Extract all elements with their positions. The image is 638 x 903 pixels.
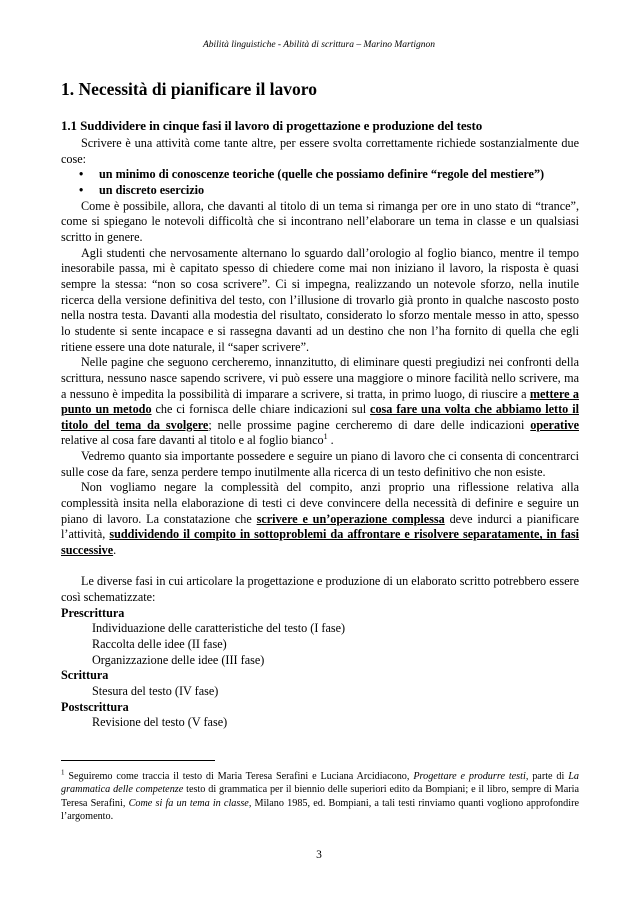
p6-text: Non vogliamo negare la complessità del compito, anzi proprio una riflessione relativa alla complessità insita nella elaborazione di testi ci deve convincere della necessità di definire e seguire un piano di lavoro. La constatazione che [61, 480, 579, 526]
footnote-text: testo di grammatica per il biennio delle superiori edito da Bompiani; e il libro, sempre di Maria Teresa Serafini, [61, 784, 579, 809]
phase-item: Individuazione delle caratteristiche del testo (I fase) [92, 621, 346, 636]
paragraph-6 [61, 480, 579, 558]
p4-emphasis-method: mettere a punto un metodo [61, 386, 579, 417]
paragraph-1: Scrivere è una attività come tante altre, per essere svolta correttamente richiede sostanzialmente due cose: [61, 136, 579, 166]
phase-heading-postscrittura: Postscrittura [61, 699, 129, 714]
body-text [61, 136, 579, 731]
p6-emphasis-complex: scrivere e un’operazione complessa [256, 511, 445, 526]
phase-item: Stesura del testo (IV fase) [92, 683, 219, 698]
footnote-text: , Milano 1985, ed. Bompiani, a tali testi rinviamo quanti vogliono approfondire l’argomento. [61, 797, 579, 823]
p6-text: deve indurci a pianificare l’attività, [61, 511, 579, 542]
page-number: 3 [316, 849, 322, 861]
phase-item: Raccolta delle idee (II fase) [92, 636, 227, 651]
phases-outline [61, 606, 579, 731]
p4-text: relative al cosa fare davanti al titolo e al foglio bianco [61, 433, 324, 448]
p4-text: che ci fornisca delle chiare indicazioni sul [151, 402, 371, 417]
p4-text: . [327, 433, 334, 448]
paragraph-2: Come è possibile, allora, che davanti al titolo di un tema si rimanga per ore in uno stato di “trance”, come si spiegano le notevoli difficoltà che si incontrano nell’elaborare un tema in classe e un qualsiasi scritto in genere. [61, 198, 579, 244]
paragraph-7: Le diverse fasi in cui articolare la progettazione e produzione di un elaborato scritto potrebbero essere così schematizzate: [61, 574, 579, 604]
spacer [61, 559, 579, 575]
bullet-text: un discreto esercizio [99, 182, 205, 197]
bullet-icon: • [79, 182, 84, 197]
bullet-text: un minimo di conoscenze teoriche (quelle che possiamo definire “regole del mestiere”) [99, 167, 545, 182]
paragraph-4 [61, 355, 579, 449]
phase-item: Organizzazione delle idee (III fase) [92, 652, 265, 667]
footnote-title: Progettare e produrre testi [413, 771, 526, 782]
bullet-icon: • [79, 167, 84, 182]
p6-text: . [113, 543, 117, 558]
p4-text: ; nelle prossime pagine cercheremo di dare delle indicazioni [208, 417, 531, 432]
footnote-number: 1 [61, 768, 65, 777]
paragraph-5: Vedremo quanto sia importante possedere e seguire un piano di lavoro che ci consenta di concentrarci sulle cose da fare, senza perdere tempo inutilmente alla ricerca di un testo definitivo che non esiste. [61, 449, 579, 479]
bullet-list [61, 167, 579, 198]
footnote-ref[interactable]: 1 [323, 432, 328, 442]
footnote-divider [61, 760, 215, 761]
chapter-title: 1. Necessità di pianificare il lavoro [61, 79, 317, 99]
paragraph-3: Agli studenti che nervosamente alternano lo sguardo dall’orologio al foglio bianco, mentre il tempo inesorabile passa, mi è capitato spesso di chiedere come mai non iniziano il lavoro, la risposta è quasi sempre la stessa: “non so cosa scrivere”. Ci si impegna, realizzando un notevole sforzo, nella inutile ricerca della versione definitiva del testo, con l’illusione di trovarlo già pronto in qualche nascosto posto nella nostra testa. Davanti alla modestia del risultato, considerato lo sforzo mentale messo in atto, spesso lo studente si sente incapace e si rassegna davanti ad un destino che non l’ha fornito di quella che egli ritiene essere una dote naturale, il “saper scrivere”. [61, 245, 579, 354]
p4-emphasis-operative: operative [530, 417, 579, 432]
bullet-item [61, 183, 579, 199]
phase-item: Revisione del testo (V fase) [92, 715, 228, 730]
footnote-title: La grammatica delle competenze [61, 771, 579, 796]
section-title: 1.1 Suddividere in cinque fasi il lavoro di progettazione e produzione del testo [61, 118, 483, 133]
footnote-text: Seguiremo come traccia il testo di Maria Teresa Serafini e Luciana Arcidiacono, [64, 771, 414, 782]
p4-emphasis-what-to-do: cosa fare una volta che abbiamo letto il titolo del tema da svolgere [61, 402, 579, 432]
footnote-text: , parte di [525, 771, 569, 782]
p4-text: Nelle pagine che seguono cercheremo, innanzitutto, di eliminare questi pregiudizi nei confronti della scrittura, nessuno nasce sapendo scrivere, vi può essere una maggiore o minore facilità nello scrivere, ma a nessuno è impedita la possibilità di imparare a scrivere, si tratta, in primo luogo, di riuscire a [61, 355, 579, 401]
phase-heading-scrittura: Scrittura [61, 668, 109, 683]
phase-heading-prescrittura: Prescrittura [61, 605, 125, 620]
running-header: Abilità linguistiche - Abilità di scrittura – Marino Martignon [202, 40, 436, 50]
footnote [61, 770, 579, 824]
p6-emphasis-subdivide: suddividendo il compito in sottoproblemi da affrontare e risolvere separatamente, in fasi successive [61, 527, 580, 558]
bullet-item [61, 167, 579, 183]
footnote-title: Come si fa un tema in classe [128, 797, 249, 809]
